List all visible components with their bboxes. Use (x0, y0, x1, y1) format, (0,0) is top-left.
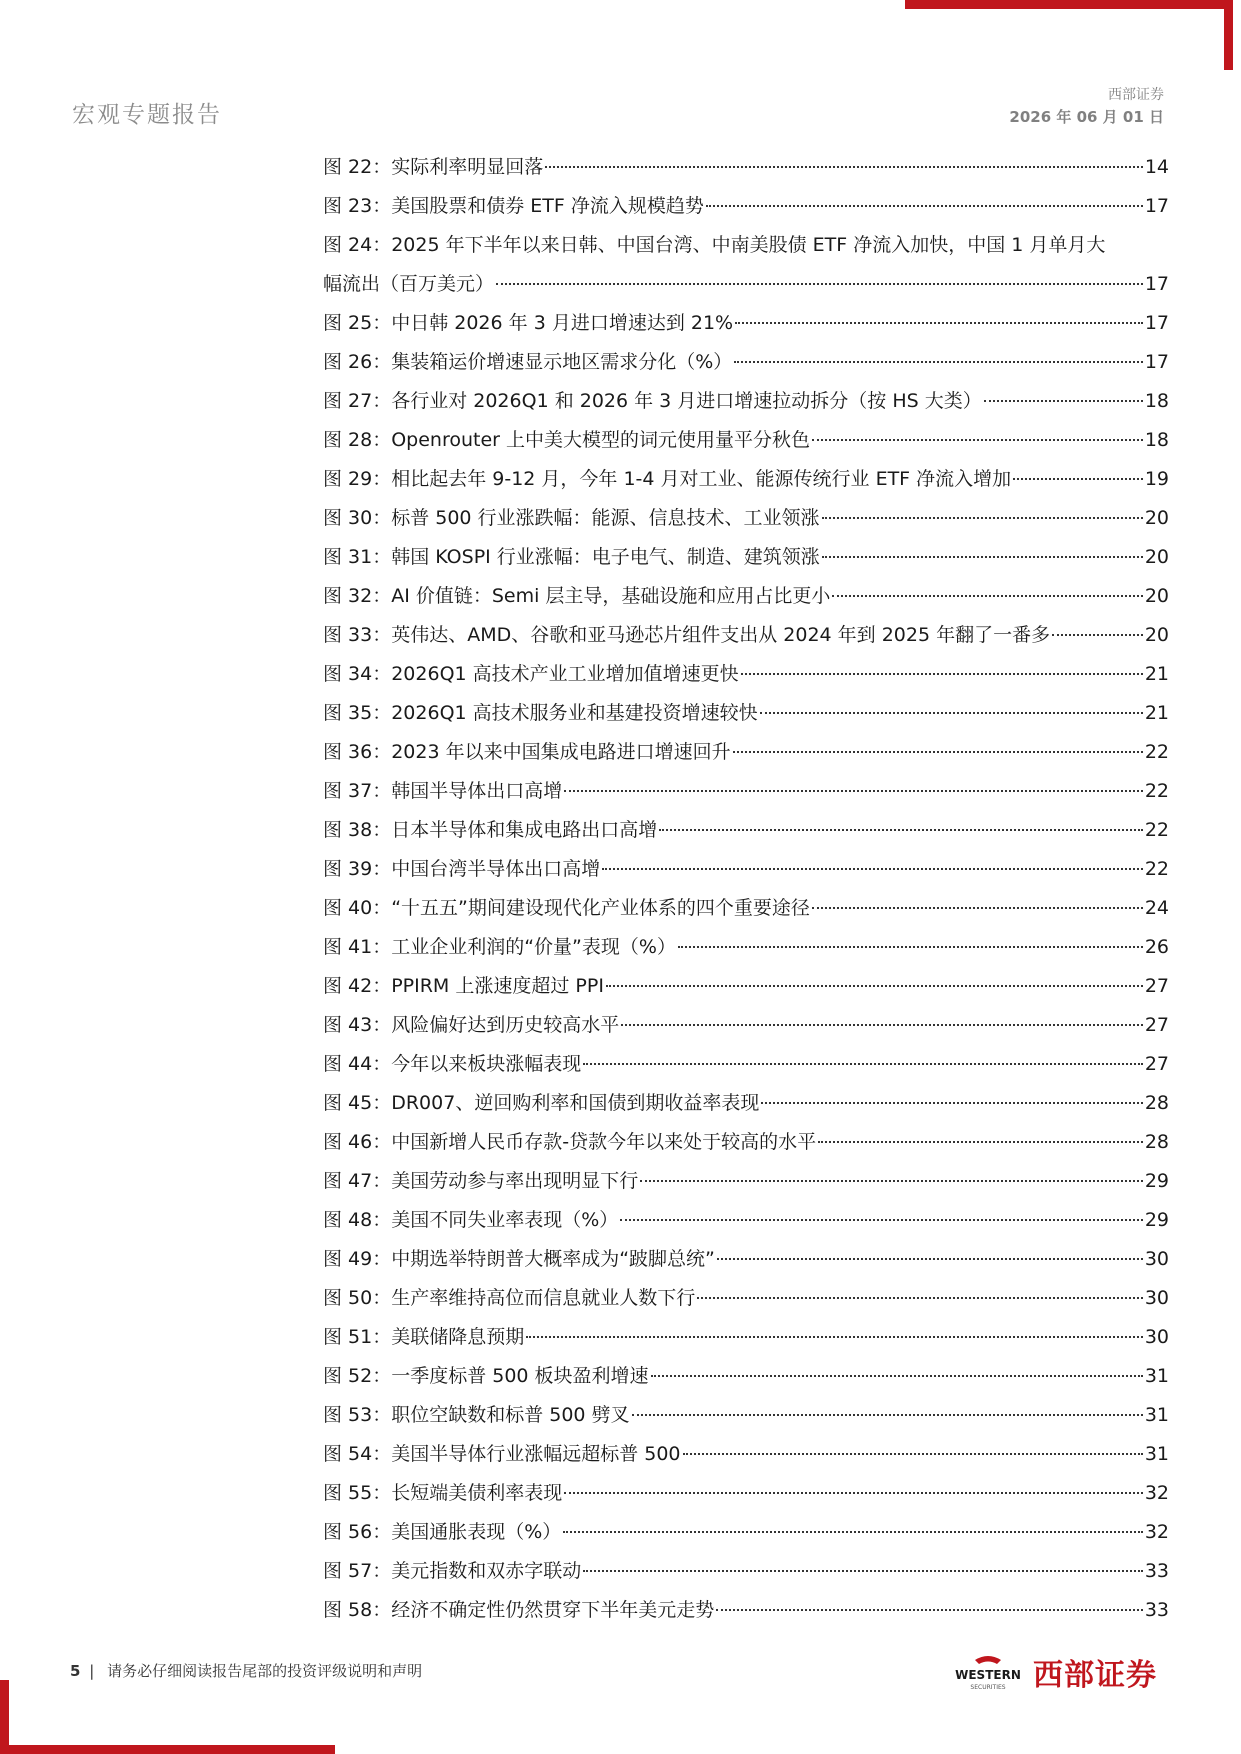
toc-entry[interactable] (323, 1006, 1169, 1045)
toc-entry[interactable] (323, 1357, 1169, 1396)
header-info (1009, 84, 1164, 128)
footer (70, 1660, 422, 1681)
leader-dots (564, 788, 1143, 792)
toc-entry-label: 图 26：集装箱运价增速显示地区需求分化（%） (323, 351, 733, 373)
toc-page-number: 17 (1144, 195, 1169, 217)
toc-entry-line[interactable] (323, 226, 1169, 265)
leader-dots (733, 749, 1143, 753)
toc-entry[interactable] (323, 1318, 1169, 1357)
leader-dots (632, 1412, 1143, 1416)
leader-dots (651, 1373, 1143, 1377)
toc-page-number: 22 (1144, 819, 1169, 841)
toc-entry[interactable] (323, 616, 1169, 655)
toc-entry[interactable] (323, 148, 1169, 187)
toc-page-number: 33 (1144, 1599, 1169, 1621)
toc-page-number: 30 (1144, 1326, 1169, 1348)
toc-entry-label: 图 23：美国股票和债券 ETF 净流入规模趋势 (323, 195, 704, 217)
toc-page-number: 14 (1144, 156, 1169, 178)
toc-entry-label: 图 24：2025 年下半年以来日韩、中国台湾、中南美股债 ETF 净流入加快，中国 1 月单月大 (323, 234, 1106, 256)
toc-entry-label: 图 34：2026Q1 高技术产业工业增加值增速更快 (323, 663, 739, 685)
toc-entry[interactable] (323, 421, 1169, 460)
toc-page-number: 19 (1144, 468, 1169, 490)
toc-entry-label: 图 44：今年以来板块涨幅表现 (323, 1053, 582, 1075)
toc-entry[interactable] (323, 1123, 1169, 1162)
toc-page-number: 30 (1144, 1248, 1169, 1270)
toc-entry[interactable] (323, 967, 1169, 1006)
leader-dots (735, 320, 1143, 324)
toc-page-number: 20 (1144, 624, 1169, 646)
leader-dots (583, 1568, 1143, 1572)
toc-entry-label: 图 57：美元指数和双赤字联动 (323, 1560, 582, 1582)
bottom-left-frame (0, 1680, 335, 1754)
toc-page-number: 22 (1144, 858, 1169, 880)
svg-text:SECURITIES: SECURITIES (970, 1684, 1006, 1691)
leader-dots (659, 827, 1143, 831)
toc-entry[interactable] (323, 1435, 1169, 1474)
leader-dots (620, 1217, 1143, 1221)
firm-name: 西部证券 (1108, 87, 1164, 103)
toc-page-number: 27 (1144, 1053, 1169, 1075)
toc-entry[interactable] (323, 1084, 1169, 1123)
toc-page-number: 28 (1144, 1092, 1169, 1114)
toc-page-number: 18 (1144, 390, 1169, 412)
leader-dots (640, 1178, 1143, 1182)
toc-entry-label: 图 55：长短端美债利率表现 (323, 1482, 563, 1504)
toc-entry[interactable] (323, 1591, 1169, 1630)
toc-entry-label: 图 51：美联储降息预期 (323, 1326, 525, 1348)
toc-page-number: 28 (1144, 1131, 1169, 1153)
toc-entry-label: 图 28：Openrouter 上中美大模型的词元使用量平分秋色 (323, 429, 811, 451)
toc-entry[interactable] (323, 1162, 1169, 1201)
toc-entry-label: 图 45：DR007、逆回购利率和国债到期收益率表现 (323, 1092, 760, 1114)
toc-entry[interactable] (323, 538, 1169, 577)
toc-entry-label: 图 46：中国新增人民币存款-贷款今年以来处于较高的水平 (323, 1131, 817, 1153)
toc-page-number: 31 (1144, 1365, 1169, 1387)
toc-entry[interactable] (323, 655, 1169, 694)
leader-dots (583, 1061, 1143, 1065)
report-date: 2026 年 06 月 01 日 (1009, 108, 1164, 126)
toc-entry-label: 图 27：各行业对 2026Q1 和 2026 年 3 月进口增速拉动拆分（按 HS 大类） (323, 390, 982, 412)
leader-dots (564, 1490, 1143, 1494)
leader-dots (812, 905, 1143, 909)
toc-entry-label: 图 31：韩国 KOSPI 行业涨幅：电子电气、制造、建筑领涨 (323, 546, 820, 568)
leader-dots (1013, 476, 1143, 480)
leader-dots (832, 593, 1142, 597)
page-number: 5 (70, 1662, 81, 1680)
toc-entry-label: 图 40：“十五五”期间建设现代化产业体系的四个重要途径 (323, 897, 810, 919)
leader-dots (526, 1334, 1143, 1338)
leader-dots (678, 944, 1143, 948)
leader-dots (812, 437, 1143, 441)
toc-page-number: 18 (1144, 429, 1169, 451)
leader-dots (822, 554, 1143, 558)
toc-entry-label: 图 22：实际利率明显回落 (323, 156, 544, 178)
toc-entry-label: 图 30：标普 500 行业涨跌幅：能源、信息技术、工业领涨 (323, 507, 820, 529)
toc-entry-label: 图 37：韩国半导体出口高增 (323, 780, 563, 802)
leader-dots (683, 1451, 1143, 1455)
toc-entry[interactable] (323, 304, 1169, 343)
toc-entry[interactable] (323, 187, 1169, 226)
leader-dots (761, 1100, 1142, 1104)
toc-entry[interactable] (323, 577, 1169, 616)
toc-entry[interactable] (323, 1279, 1169, 1318)
toc-entry[interactable] (323, 1513, 1169, 1552)
toc-entry[interactable] (323, 889, 1169, 928)
svg-text:WESTERN: WESTERN (955, 1668, 1021, 1682)
toc-page-number: 27 (1144, 1014, 1169, 1036)
toc-entry[interactable] (323, 343, 1169, 382)
toc-page-number: 26 (1144, 936, 1169, 958)
toc-page-number: 22 (1144, 741, 1169, 763)
leader-dots (716, 1607, 1143, 1611)
toc-page-number: 32 (1144, 1482, 1169, 1504)
toc-entry[interactable] (323, 460, 1169, 499)
toc-page-number: 17 (1144, 273, 1169, 295)
top-right-frame (905, 0, 1233, 70)
toc-page-number: 24 (1144, 897, 1169, 919)
toc-page-number: 31 (1144, 1404, 1169, 1426)
toc-entry-label: 图 53：职位空缺数和标普 500 劈叉 (323, 1404, 630, 1426)
toc-entry-label: 图 25：中日韩 2026 年 3 月进口增速达到 21% (323, 312, 734, 334)
toc-entry[interactable] (323, 928, 1169, 967)
toc-entry[interactable] (323, 499, 1169, 538)
toc-entry-label: 图 39：中国台湾半导体出口高增 (323, 858, 601, 880)
leader-dots (545, 164, 1143, 168)
toc-entry[interactable] (323, 1396, 1169, 1435)
toc-entry[interactable] (323, 733, 1169, 772)
logo-cn-text: 西部证券 (1033, 1658, 1157, 1693)
leader-dots (1052, 632, 1143, 636)
toc-entry[interactable] (323, 811, 1169, 850)
toc-entry[interactable] (323, 382, 1169, 421)
leader-dots (717, 1256, 1143, 1260)
leader-dots (606, 983, 1143, 987)
toc-entry-label: 图 33：英伟达、AMD、谷歌和亚马逊芯片组件支出从 2024 年到 2025 年翻了一番多 (323, 624, 1051, 646)
toc-entry[interactable] (323, 1201, 1169, 1240)
toc-page-number: 21 (1144, 702, 1169, 724)
toc-entry[interactable] (323, 1552, 1169, 1591)
leader-dots (822, 515, 1143, 519)
toc-entry[interactable] (323, 1240, 1169, 1279)
toc-entry-label: 图 42：PPIRM 上涨速度超过 PPI (323, 975, 604, 997)
report-type: 宏观专题报告 (72, 102, 222, 128)
toc-entry[interactable] (323, 850, 1169, 889)
leader-dots (496, 281, 1143, 285)
toc-entry[interactable] (323, 772, 1169, 811)
footer-separator: | (89, 1662, 95, 1680)
leader-dots (741, 671, 1143, 675)
toc-entry[interactable] (323, 265, 1169, 304)
toc-page-number: 20 (1144, 546, 1169, 568)
leader-dots (602, 866, 1143, 870)
toc-page-number: 29 (1144, 1170, 1169, 1192)
toc-entry-label: 图 36：2023 年以来中国集成电路进口增速回升 (323, 741, 731, 763)
leader-dots (984, 398, 1143, 402)
toc-page-number: 31 (1144, 1443, 1169, 1465)
toc-entry-label: 图 32：AI 价值链：Semi 层主导，基础设施和应用占比更小 (323, 585, 831, 607)
toc-entry-label: 图 54：美国半导体行业涨幅远超标普 500 (323, 1443, 681, 1465)
toc-entry-label: 图 47：美国劳动参与率出现明显下行 (323, 1170, 639, 1192)
toc-page-number: 27 (1144, 975, 1169, 997)
leader-dots (818, 1139, 1143, 1143)
toc-entry[interactable] (323, 694, 1169, 733)
toc-entry-label: 图 56：美国通胀表现（%） (323, 1521, 562, 1543)
toc-page-number: 17 (1144, 312, 1169, 334)
toc-page-number: 20 (1144, 507, 1169, 529)
western-securities-logo (945, 1650, 1175, 1694)
leader-dots (734, 359, 1143, 363)
toc-page-number: 20 (1144, 585, 1169, 607)
leader-dots (760, 710, 1143, 714)
toc-page-number: 29 (1144, 1209, 1169, 1231)
toc-entry-label: 图 41：工业企业利润的“价量”表现（%） (323, 936, 676, 958)
leader-dots (563, 1529, 1143, 1533)
toc-page-number: 17 (1144, 351, 1169, 373)
toc-entry[interactable] (323, 1474, 1169, 1513)
figure-list (323, 148, 1169, 1630)
toc-page-number: 30 (1144, 1287, 1169, 1309)
toc-page-number: 22 (1144, 780, 1169, 802)
logo-mark (945, 1650, 1031, 1694)
toc-page-number: 33 (1144, 1560, 1169, 1582)
toc-entry-label: 图 49：中期选举特朗普大概率成为“跛脚总统” (323, 1248, 715, 1270)
toc-entry-label: 图 48：美国不同失业率表现（%） (323, 1209, 619, 1231)
toc-page-number: 21 (1144, 663, 1169, 685)
leader-dots (706, 203, 1143, 207)
toc-entry-label: 图 38：日本半导体和集成电路出口高增 (323, 819, 658, 841)
toc-entry-label: 图 58：经济不确定性仍然贯穿下半年美元走势 (323, 1599, 715, 1621)
toc-entry[interactable] (323, 1045, 1169, 1084)
toc-entry-label: 图 50：生产率维持高位而信息就业人数下行 (323, 1287, 696, 1309)
toc-entry-label: 图 35：2026Q1 高技术服务业和基建投资增速较快 (323, 702, 758, 724)
toc-entry-label: 幅流出（百万美元） (323, 273, 495, 295)
toc-entry-label: 图 43：风险偏好达到历史较高水平 (323, 1014, 620, 1036)
disclaimer: 请务必仔细阅读报告尾部的投资评级说明和声明 (107, 1662, 423, 1680)
toc-entry-label: 图 52：一季度标普 500 板块盈利增速 (323, 1365, 649, 1387)
leader-dots (697, 1295, 1143, 1299)
toc-page-number: 32 (1144, 1521, 1169, 1543)
toc-entry-label: 图 29：相比起去年 9-12 月，今年 1-4 月对工业、能源传统行业 ETF 净流入增加 (323, 468, 1012, 490)
leader-dots (621, 1022, 1143, 1026)
